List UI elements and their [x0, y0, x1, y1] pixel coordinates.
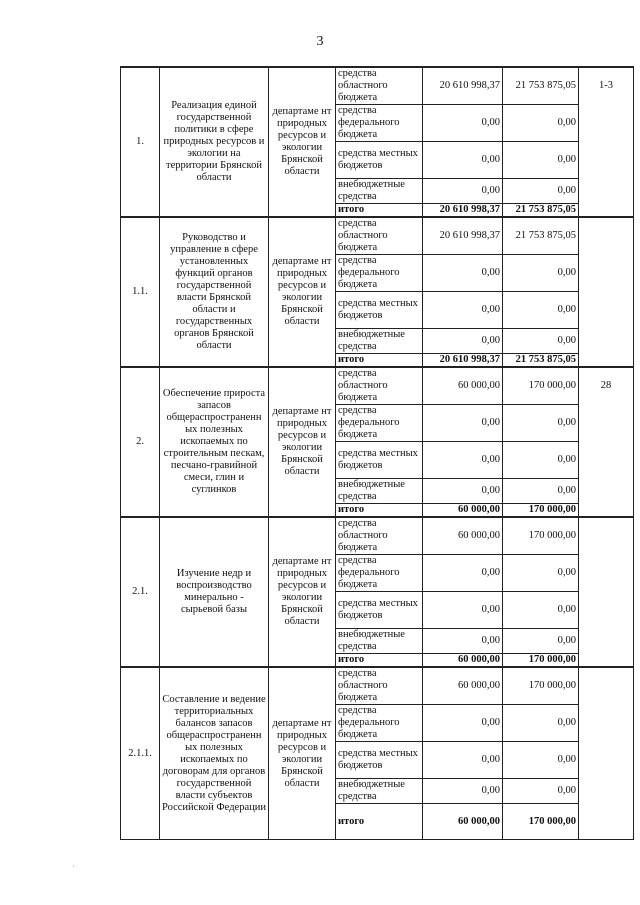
funding-source: средства федерального бюджета [336, 705, 423, 742]
responsible-executor: департаме нт природных ресурсов и экологии Брянской области [269, 217, 336, 367]
amount-year-1: 20 610 998,37 [423, 204, 503, 218]
responsible-executor: департаме нт природных ресурсов и экологии Брянской области [269, 667, 336, 840]
table-row [121, 217, 634, 255]
amount-year-2: 0,00 [503, 255, 579, 292]
indicator-ref [579, 517, 634, 667]
amount-year-2: 21 753 875,05 [503, 67, 579, 105]
amount-year-1: 0,00 [423, 629, 503, 654]
amount-year-2: 170 000,00 [503, 804, 579, 840]
responsible-executor: департаме нт природных ресурсов и экологии Брянской области [269, 367, 336, 517]
amount-year-2: 0,00 [503, 405, 579, 442]
amount-year-2: 0,00 [503, 742, 579, 779]
funding-source: средства областного бюджета [336, 217, 423, 255]
amount-year-2: 170 000,00 [503, 504, 579, 518]
funding-source: внебюджетные средства [336, 479, 423, 504]
amount-year-2: 0,00 [503, 142, 579, 179]
indicator-ref [579, 217, 634, 367]
measure-name: Обеспечение прироста запасов общераспространенн ых полезных ископаемых по строительным пескам, песчано-гравийной смеси, глин и суглинков [160, 367, 269, 517]
indicator-ref [579, 67, 634, 217]
funding-source: средства федерального бюджета [336, 405, 423, 442]
amount-year-1: 0,00 [423, 329, 503, 354]
table-row [121, 67, 634, 105]
funding-source: средства федерального бюджета [336, 555, 423, 592]
budget-table-body [121, 67, 634, 840]
funding-source: внебюджетные средства [336, 329, 423, 354]
amount-year-2: 0,00 [503, 105, 579, 142]
amount-year-2: 0,00 [503, 705, 579, 742]
funding-source: итого [336, 654, 423, 668]
funding-source: внебюджетные средства [336, 179, 423, 204]
amount-year-2: 0,00 [503, 292, 579, 329]
funding-source: итого [336, 504, 423, 518]
amount-year-1: 0,00 [423, 292, 503, 329]
table-row [121, 367, 634, 405]
funding-source: средства областного бюджета [336, 367, 423, 405]
amount-year-1: 20 610 998,37 [423, 217, 503, 255]
indicator-ref-text: 1-3 [599, 80, 613, 91]
amount-year-2: 21 753 875,05 [503, 204, 579, 218]
amount-year-2: 170 000,00 [503, 517, 579, 555]
row-number: 1. [121, 67, 160, 217]
table-row [121, 517, 634, 555]
funding-source: итого [336, 204, 423, 218]
table-row [121, 667, 634, 705]
funding-source: средства областного бюджета [336, 517, 423, 555]
amount-year-2: 0,00 [503, 629, 579, 654]
funding-source: средства областного бюджета [336, 67, 423, 105]
funding-source: средства федерального бюджета [336, 255, 423, 292]
amount-year-2: 0,00 [503, 179, 579, 204]
amount-year-1: 60 000,00 [423, 667, 503, 705]
funding-source: внебюджетные средства [336, 779, 423, 804]
amount-year-2: 21 753 875,05 [503, 354, 579, 368]
measure-name: Составление и ведение территориальных балансов запасов общераспространенн ых полезных ископаемых по договорам для органов государственной власти субъектов Российской Федерации [160, 667, 269, 840]
scan-mark: · [72, 862, 75, 871]
amount-year-1: 0,00 [423, 255, 503, 292]
amount-year-2: 0,00 [503, 779, 579, 804]
amount-year-2: 170 000,00 [503, 667, 579, 705]
indicator-ref-text: 28 [600, 380, 612, 391]
amount-year-1: 0,00 [423, 105, 503, 142]
budget-table [120, 66, 634, 840]
amount-year-1: 0,00 [423, 442, 503, 479]
amount-year-1: 0,00 [423, 779, 503, 804]
funding-source: итого [336, 354, 423, 368]
funding-source: средства местных бюджетов [336, 592, 423, 629]
amount-year-2: 170 000,00 [503, 654, 579, 668]
amount-year-2: 0,00 [503, 479, 579, 504]
indicator-ref [579, 367, 634, 517]
amount-year-1: 20 610 998,37 [423, 67, 503, 105]
page-number: 3 [316, 34, 324, 49]
row-number: 1.1. [121, 217, 160, 367]
amount-year-2: 0,00 [503, 592, 579, 629]
measure-name: Реализация единой государственной политики в сфере природных ресурсов и экологии на территории Брянской области [160, 67, 269, 217]
amount-year-1: 60 000,00 [423, 517, 503, 555]
amount-year-1: 0,00 [423, 742, 503, 779]
amount-year-1: 0,00 [423, 705, 503, 742]
row-number: 2.1. [121, 517, 160, 667]
amount-year-1: 0,00 [423, 592, 503, 629]
row-number: 2.1.1. [121, 667, 160, 840]
amount-year-1: 60 000,00 [423, 804, 503, 840]
funding-source: средства местных бюджетов [336, 742, 423, 779]
amount-year-1: 0,00 [423, 555, 503, 592]
indicator-ref [579, 667, 634, 840]
amount-year-1: 0,00 [423, 405, 503, 442]
amount-year-2: 0,00 [503, 442, 579, 479]
amount-year-1: 0,00 [423, 479, 503, 504]
amount-year-2: 0,00 [503, 329, 579, 354]
amount-year-1: 60 000,00 [423, 654, 503, 668]
funding-source: средства местных бюджетов [336, 442, 423, 479]
funding-source: средства местных бюджетов [336, 292, 423, 329]
row-number: 2. [121, 367, 160, 517]
funding-source: средства федерального бюджета [336, 105, 423, 142]
amount-year-1: 0,00 [423, 179, 503, 204]
amount-year-1: 20 610 998,37 [423, 354, 503, 368]
amount-year-2: 170 000,00 [503, 367, 579, 405]
amount-year-2: 0,00 [503, 555, 579, 592]
funding-source: итого [336, 804, 423, 840]
amount-year-1: 0,00 [423, 142, 503, 179]
measure-name: Изучение недр и воспроизводство минерально - сырьевой базы [160, 517, 269, 667]
funding-source: средства областного бюджета [336, 667, 423, 705]
amount-year-2: 21 753 875,05 [503, 217, 579, 255]
responsible-executor: департаме нт природных ресурсов и экологии Брянской области [269, 517, 336, 667]
funding-source: внебюджетные средства [336, 629, 423, 654]
measure-name: Руководство и управление в сфере установленных функций органов государственной власти Брянской области и государственных органов Брянской области [160, 217, 269, 367]
responsible-executor: департаме нт природных ресурсов и экологии Брянской области [269, 67, 336, 217]
funding-source: средства местных бюджетов [336, 142, 423, 179]
amount-year-1: 60 000,00 [423, 367, 503, 405]
amount-year-1: 60 000,00 [423, 504, 503, 518]
